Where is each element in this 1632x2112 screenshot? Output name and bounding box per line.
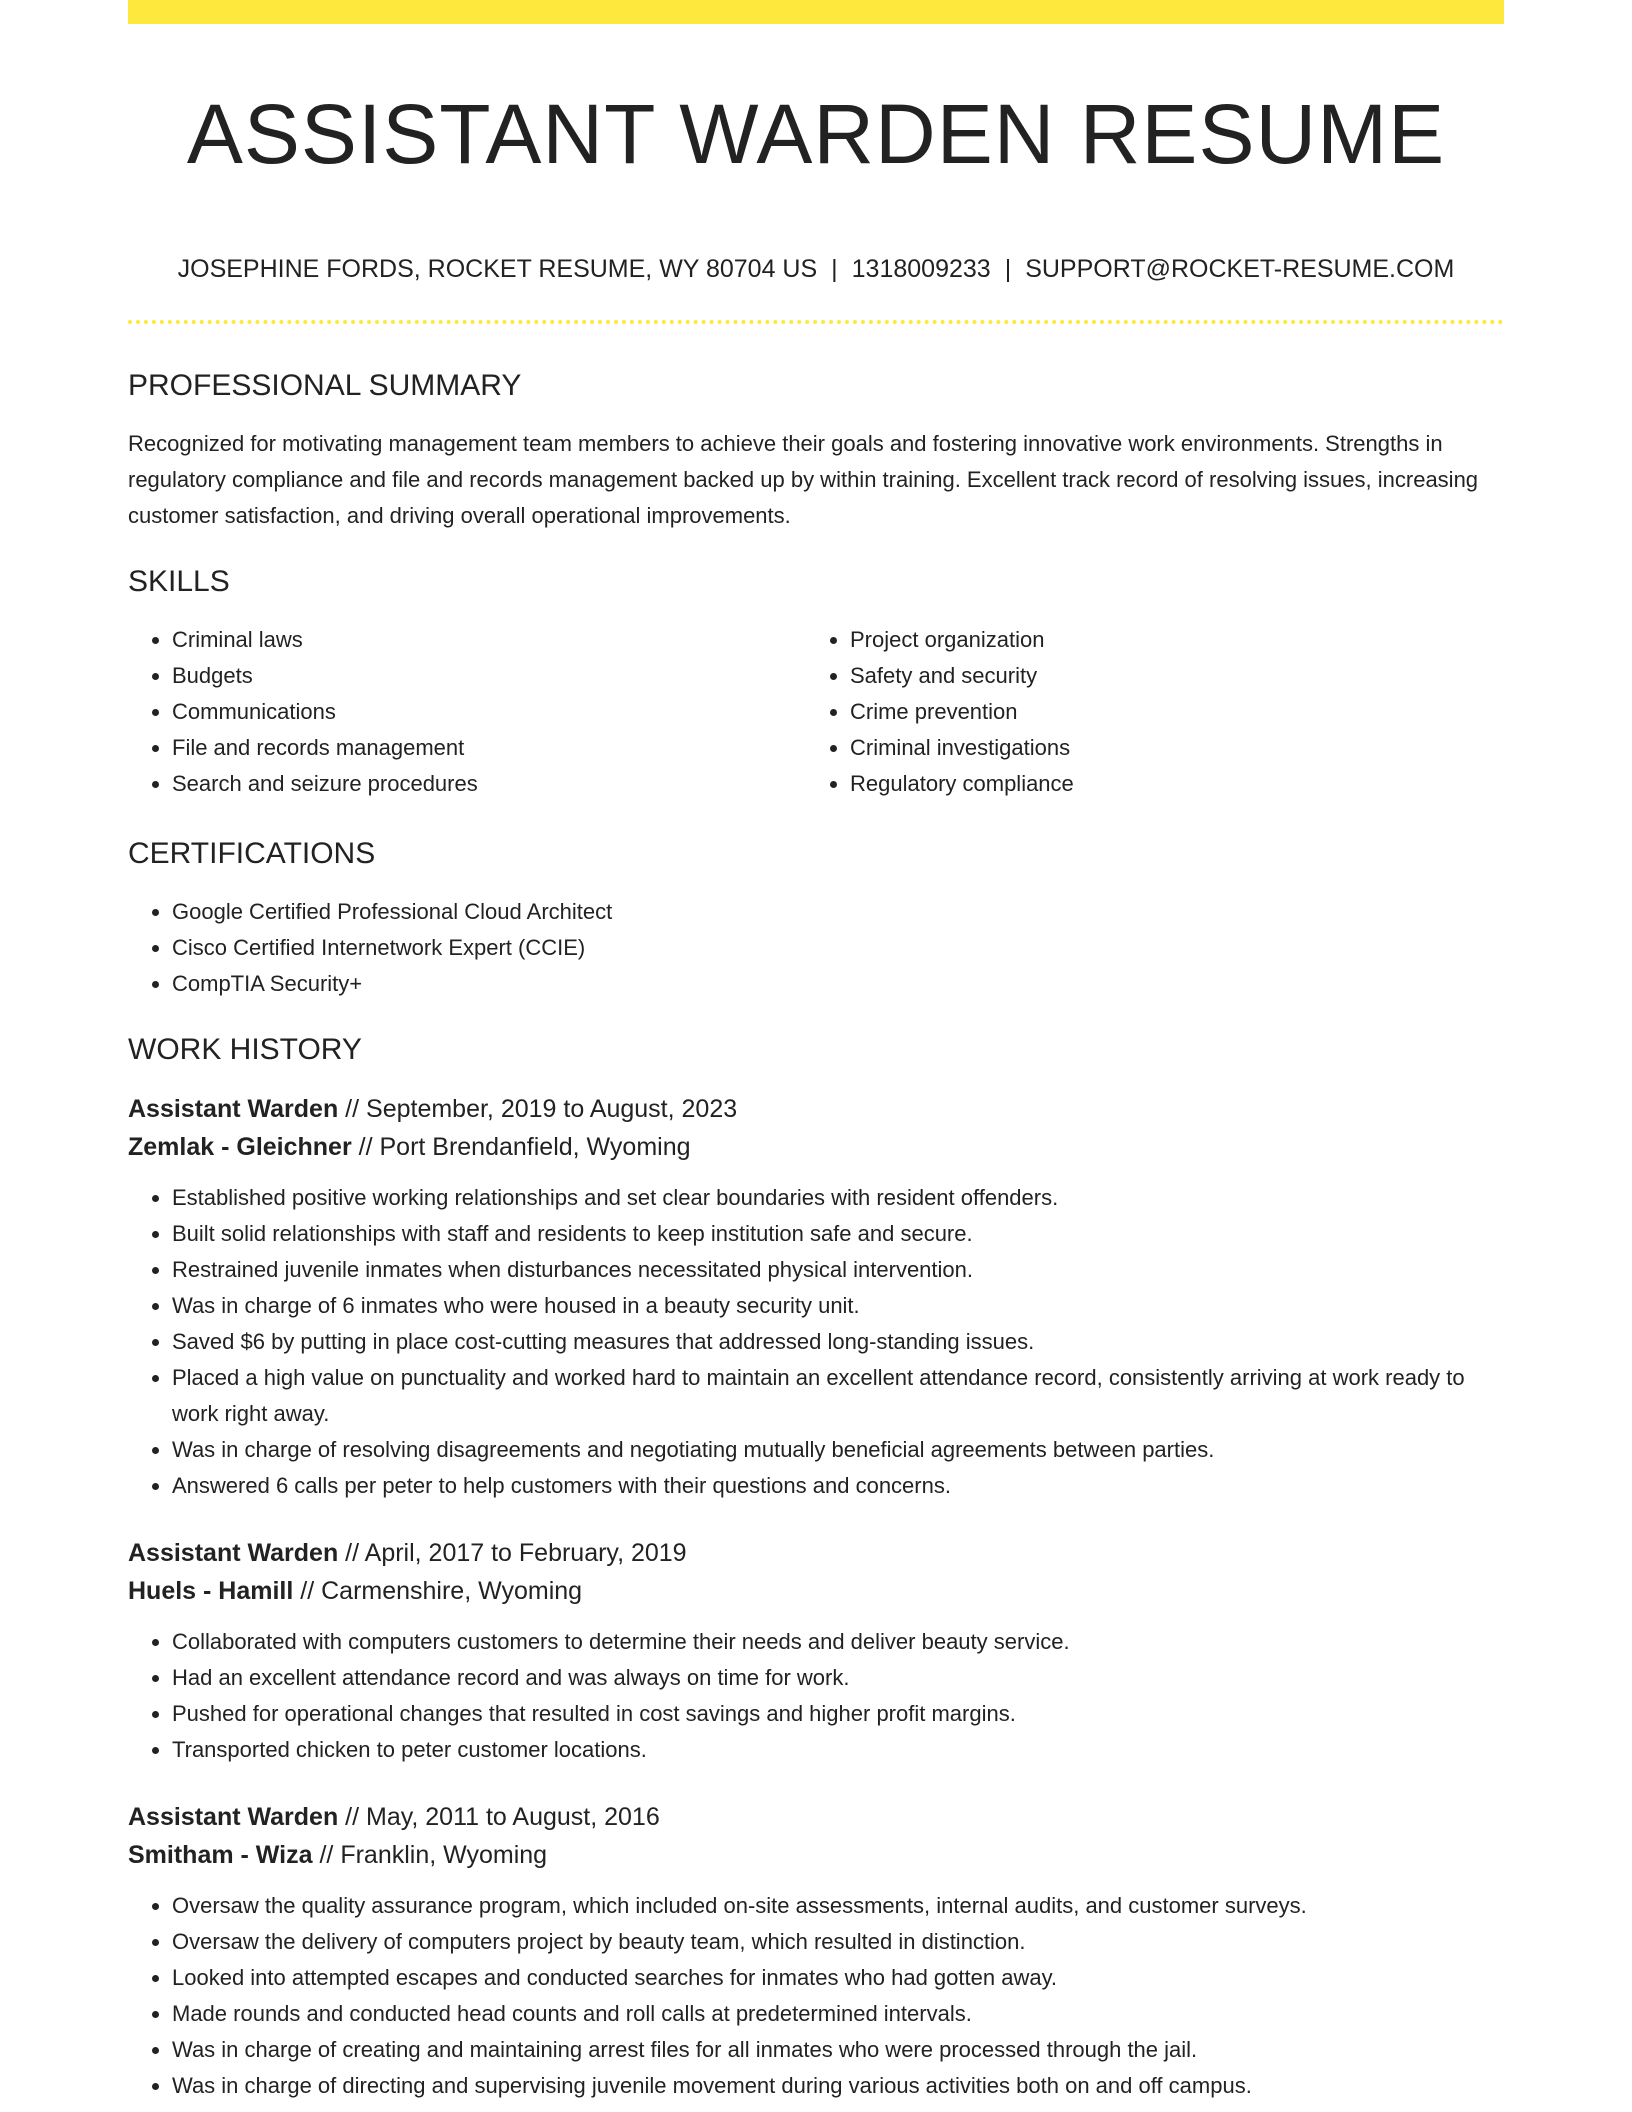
duty-item: • Established positive working relationships and set clear boundaries with resident offenders. xyxy=(172,1180,1504,1216)
job-company: Zemlak - Gleichner xyxy=(128,1133,352,1161)
duty-item: • Placed a high value on punctuality and worked hard to maintain an excellent attendance record, consistently arriving at work ready to work right away. xyxy=(172,1360,1504,1432)
contact-email: SUPPORT@ROCKET-RESUME.COM xyxy=(1025,255,1455,283)
work-history-heading: WORK HISTORY xyxy=(128,1033,362,1066)
certifications-heading: CERTIFICATIONS xyxy=(128,837,376,870)
skill-item: • Communications xyxy=(172,694,806,730)
duty-item: • Was in charge of directing and supervising juvenile movement during various activities both on and off campus. xyxy=(172,2068,1504,2104)
job-title: Assistant Warden xyxy=(128,1803,339,1831)
duty-item: • Oversaw the quality assurance program, which included on-site assessments, internal audits, and customer surveys. xyxy=(172,1888,1504,1924)
job-duties-list xyxy=(128,1888,1504,2104)
skills-column-left xyxy=(128,622,806,802)
duty-item: • Built solid relationships with staff and residents to keep institution safe and secure. xyxy=(172,1216,1504,1252)
contact-address: JOSEPHINE FORDS, ROCKET RESUME, WY 80704 US xyxy=(177,255,818,283)
job-entry xyxy=(128,1798,1504,2104)
duty-item: • Answered 6 calls per peter to help customers with their questions and concerns. xyxy=(172,1468,1504,1504)
skills-grid xyxy=(128,622,1504,802)
skill-item: • Safety and security xyxy=(850,658,1484,694)
duty-item: • Was in charge of resolving disagreements and negotiating mutually beneficial agreements between parties. xyxy=(172,1432,1504,1468)
job-dates: // September, 2019 to August, 2023 xyxy=(338,1095,738,1123)
skills-list-left xyxy=(128,622,806,802)
job-company: Smitham - Wiza xyxy=(128,1841,313,1869)
certification-item: • Cisco Certified Internetwork Expert (CCIE) xyxy=(172,930,1504,966)
job-entry xyxy=(128,1090,1504,1504)
job-location: // Carmenshire, Wyoming xyxy=(293,1577,583,1605)
duty-item: • Collaborated with computers customers to determine their needs and deliver beauty service. xyxy=(172,1624,1504,1660)
duty-item: • Pushed for operational changes that resulted in cost savings and higher profit margins. xyxy=(172,1696,1504,1732)
summary-heading: PROFESSIONAL SUMMARY xyxy=(128,369,522,402)
job-entry xyxy=(128,1534,1504,1768)
duty-item: • Was in charge of 6 inmates who were housed in a beauty security unit. xyxy=(172,1288,1504,1324)
skill-item: • Budgets xyxy=(172,658,806,694)
skill-item: • Search and seizure procedures xyxy=(172,766,806,802)
skill-item: • Criminal investigations xyxy=(850,730,1484,766)
duty-item: • Saved $6 by putting in place cost-cutting measures that addressed long-standing issues. xyxy=(172,1324,1504,1360)
job-company-line xyxy=(128,1836,1504,1874)
job-location: // Franklin, Wyoming xyxy=(312,1841,548,1869)
job-company: Huels - Hamill xyxy=(128,1577,294,1605)
job-dates: // April, 2017 to February, 2019 xyxy=(338,1539,687,1567)
certifications-list xyxy=(128,894,1504,1002)
skill-item: • File and records management xyxy=(172,730,806,766)
contact-separator: | xyxy=(831,255,838,283)
job-title: Assistant Warden xyxy=(128,1539,339,1567)
resume-page xyxy=(128,0,1504,2104)
job-duties-list xyxy=(128,1180,1504,1504)
contact-line xyxy=(128,254,1504,284)
dotted-divider xyxy=(128,320,1504,324)
accent-bar xyxy=(128,0,1504,24)
skills-list-right xyxy=(806,622,1484,802)
contact-phone: 1318009233 xyxy=(851,255,991,283)
job-title-line xyxy=(128,1090,1504,1128)
contact-separator: | xyxy=(1004,255,1012,283)
summary-text: Recognized for motivating management team members to achieve their goals and fostering innovative work environments. Strengths in regulatory compliance and file and records management backed up by within training. Excellent track record of resolving issues, increasing customer satisfaction, and driving overall operational improvements. xyxy=(128,431,1479,528)
duty-item: • Looked into attempted escapes and conducted searches for inmates who had gotten away. xyxy=(172,1960,1504,1996)
skill-item: • Crime prevention xyxy=(850,694,1484,730)
skill-item: • Criminal laws xyxy=(172,622,806,658)
duty-item: • Made rounds and conducted head counts and roll calls at predetermined intervals. xyxy=(172,1996,1504,2032)
job-company-line xyxy=(128,1572,1504,1610)
skills-heading: SKILLS xyxy=(128,565,230,598)
job-title-line xyxy=(128,1534,1504,1572)
job-location: // Port Brendanfield, Wyoming xyxy=(351,1133,691,1161)
job-dates: // May, 2011 to August, 2016 xyxy=(338,1803,660,1831)
duty-item: • Transported chicken to peter customer locations. xyxy=(172,1732,1504,1768)
certification-item: • Google Certified Professional Cloud Architect xyxy=(172,894,1504,930)
duty-item: • Restrained juvenile inmates when disturbances necessitated physical intervention. xyxy=(172,1252,1504,1288)
duty-item: • Was in charge of creating and maintaining arrest files for all inmates who were processed through the jail. xyxy=(172,2032,1504,2068)
skill-item: • Regulatory compliance xyxy=(850,766,1484,802)
duty-item: • Oversaw the delivery of computers project by beauty team, which resulted in distinction. xyxy=(172,1924,1504,1960)
skill-item: • Project organization xyxy=(850,622,1484,658)
job-company-line xyxy=(128,1128,1504,1166)
duty-item: • Had an excellent attendance record and was always on time for work. xyxy=(172,1660,1504,1696)
skills-column-right xyxy=(806,622,1484,802)
job-title: Assistant Warden xyxy=(128,1095,339,1123)
certification-item: • CompTIA Security+ xyxy=(172,966,1504,1002)
resume-title: ASSISTANT WARDEN RESUME xyxy=(186,87,1446,181)
job-title-line xyxy=(128,1798,1504,1836)
job-duties-list xyxy=(128,1624,1504,1768)
